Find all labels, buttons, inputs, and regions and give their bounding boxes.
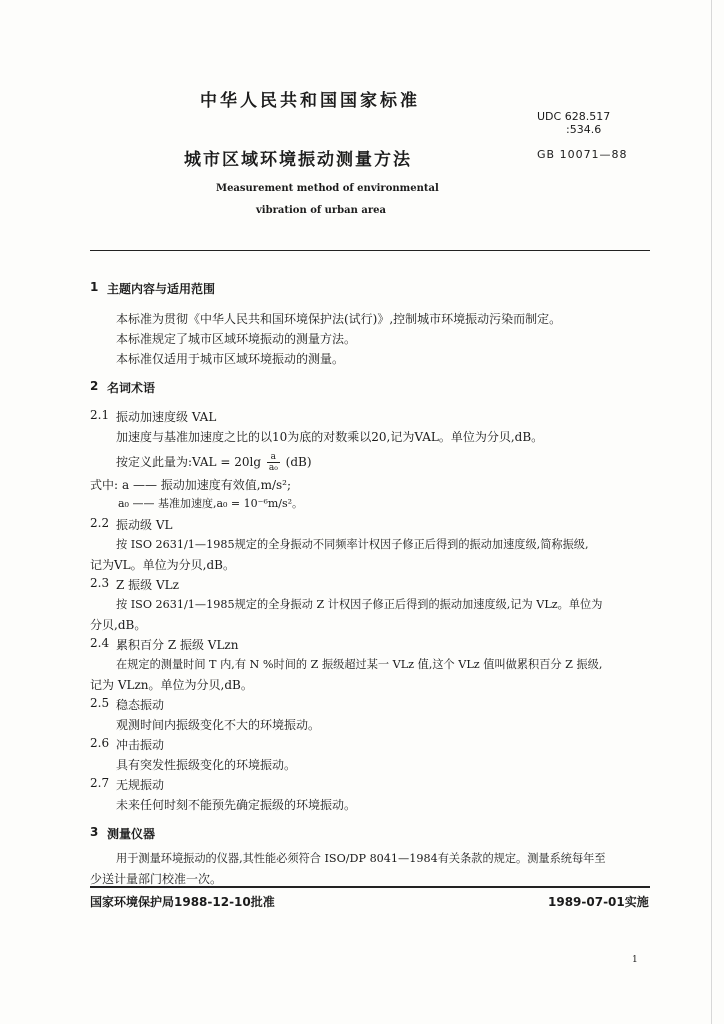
term-2-1-number: 2.1 [90, 408, 110, 422]
org-title: 中华人民共和国国家标准 [200, 91, 420, 111]
formula-suffix: (dB) [285, 455, 312, 469]
english-title-line1: Measurement method of environmental [216, 183, 439, 194]
gb-number: GB 10071—88 [537, 148, 628, 161]
section-3-number: 3 [90, 825, 99, 839]
section-1-para-1: 本标准为贯彻《中华人民共和国环境保护法(试行)》,控制城市环境振动污染而制定。 [116, 312, 562, 326]
section-1-para-3: 本标准仅适用于城市区域环境振动的测量。 [116, 352, 345, 366]
term-2-6-definition: 具有突发性振级变化的环境振动。 [116, 758, 297, 772]
term-2-2-definition-line1: 按 ISO 2631/1—1985规定的全身振动不同频率计权因子修正后得到的振动加速度级,简称振级, [116, 538, 589, 551]
term-2-1-formula [116, 452, 312, 473]
term-2-5-definition: 观测时间内振级变化不大的环境振动。 [116, 718, 321, 732]
english-title-line2: vibration of urban area [256, 205, 386, 216]
term-2-2-definition-line2: 记为VL。单位为分贝,dB。 [90, 558, 235, 572]
section-3-para-line2: 少送计量部门校准一次。 [90, 872, 223, 886]
term-2-3-definition-line2: 分贝,dB。 [90, 618, 147, 632]
page-number: 1 [632, 955, 638, 965]
where-label: 式中: [90, 478, 119, 492]
term-2-1-definition: 加速度与基准加速度之比的以10为底的对数乘以20,记为VAL。单位为分贝,dB。 [116, 430, 544, 444]
term-2-4-title: 累积百分 Z 振级 VLzn [116, 638, 239, 652]
formula-numerator: a [267, 452, 280, 463]
effective-date: 1989-07-01实施 [548, 895, 649, 909]
section-3-para-line1: 用于测量环境振动的仪器,其性能必须符合 ISO/DP 8041—1984有关条款的规定。测量系统每年至 [116, 852, 606, 865]
term-2-4-number: 2.4 [90, 636, 110, 650]
term-2-2-title: 振动级 VL [116, 518, 173, 532]
term-2-5-number: 2.5 [90, 696, 110, 710]
section-1-para-2: 本标准规定了城市区域环境振动的测量方法。 [116, 332, 357, 346]
term-2-3-title: Z 振级 VLz [116, 578, 179, 592]
section-3-heading: 测量仪器 [107, 827, 156, 841]
section-2-heading: 名词术语 [107, 381, 156, 395]
term-2-7-title: 无规振动 [116, 778, 165, 792]
udc-line1: UDC 628.517 [537, 110, 611, 123]
udc-line2: :534.6 [566, 123, 602, 136]
scan-edge [711, 0, 712, 1024]
term-2-3-number: 2.3 [90, 576, 110, 590]
term-2-7-definition: 未来任何时刻不能预先确定振级的环境振动。 [116, 798, 357, 812]
term-2-3-definition-line1: 按 ISO 2631/1—1985规定的全身振动 Z 计权因子修正后得到的振动加速度级,记为 VLz。单位为 [116, 598, 603, 611]
where-item-2: a₀ —— 基准加速度,a₀ = 10⁻⁶m/s²。 [118, 497, 304, 510]
approval-date: 国家环境保护局1988-12-10批准 [90, 895, 275, 909]
where-item-1: a —— 振动加速度有效值,m/s²; [122, 478, 292, 492]
header-rule [90, 250, 650, 251]
formula-denominator: a₀ [268, 463, 278, 473]
term-2-6-number: 2.6 [90, 736, 110, 750]
footer-rule [90, 886, 650, 888]
section-1-heading: 主题内容与适用范围 [107, 282, 216, 296]
section-1-number: 1 [90, 280, 99, 294]
section-2-number: 2 [90, 379, 99, 393]
term-2-7-number: 2.7 [90, 776, 110, 790]
term-2-6-title: 冲击振动 [116, 738, 165, 752]
term-2-4-definition-line2: 记为 VLzn。单位为分贝,dB。 [90, 678, 253, 692]
term-2-5-title: 稳态振动 [116, 698, 165, 712]
term-2-1-title: 振动加速度级 VAL [116, 410, 217, 424]
term-2-4-definition-line1: 在规定的测量时间 T 内,有 N %时间的 Z 振级超过某一 VLz 值,这个 VLz 值叫做累积百分 Z 振级, [116, 658, 603, 671]
formula-fraction [267, 452, 280, 473]
term-2-2-number: 2.2 [90, 516, 110, 530]
standard-title: 城市区域环境振动测量方法 [184, 150, 412, 170]
formula-prefix: 按定义此量为:VAL = 20lg [116, 455, 262, 469]
